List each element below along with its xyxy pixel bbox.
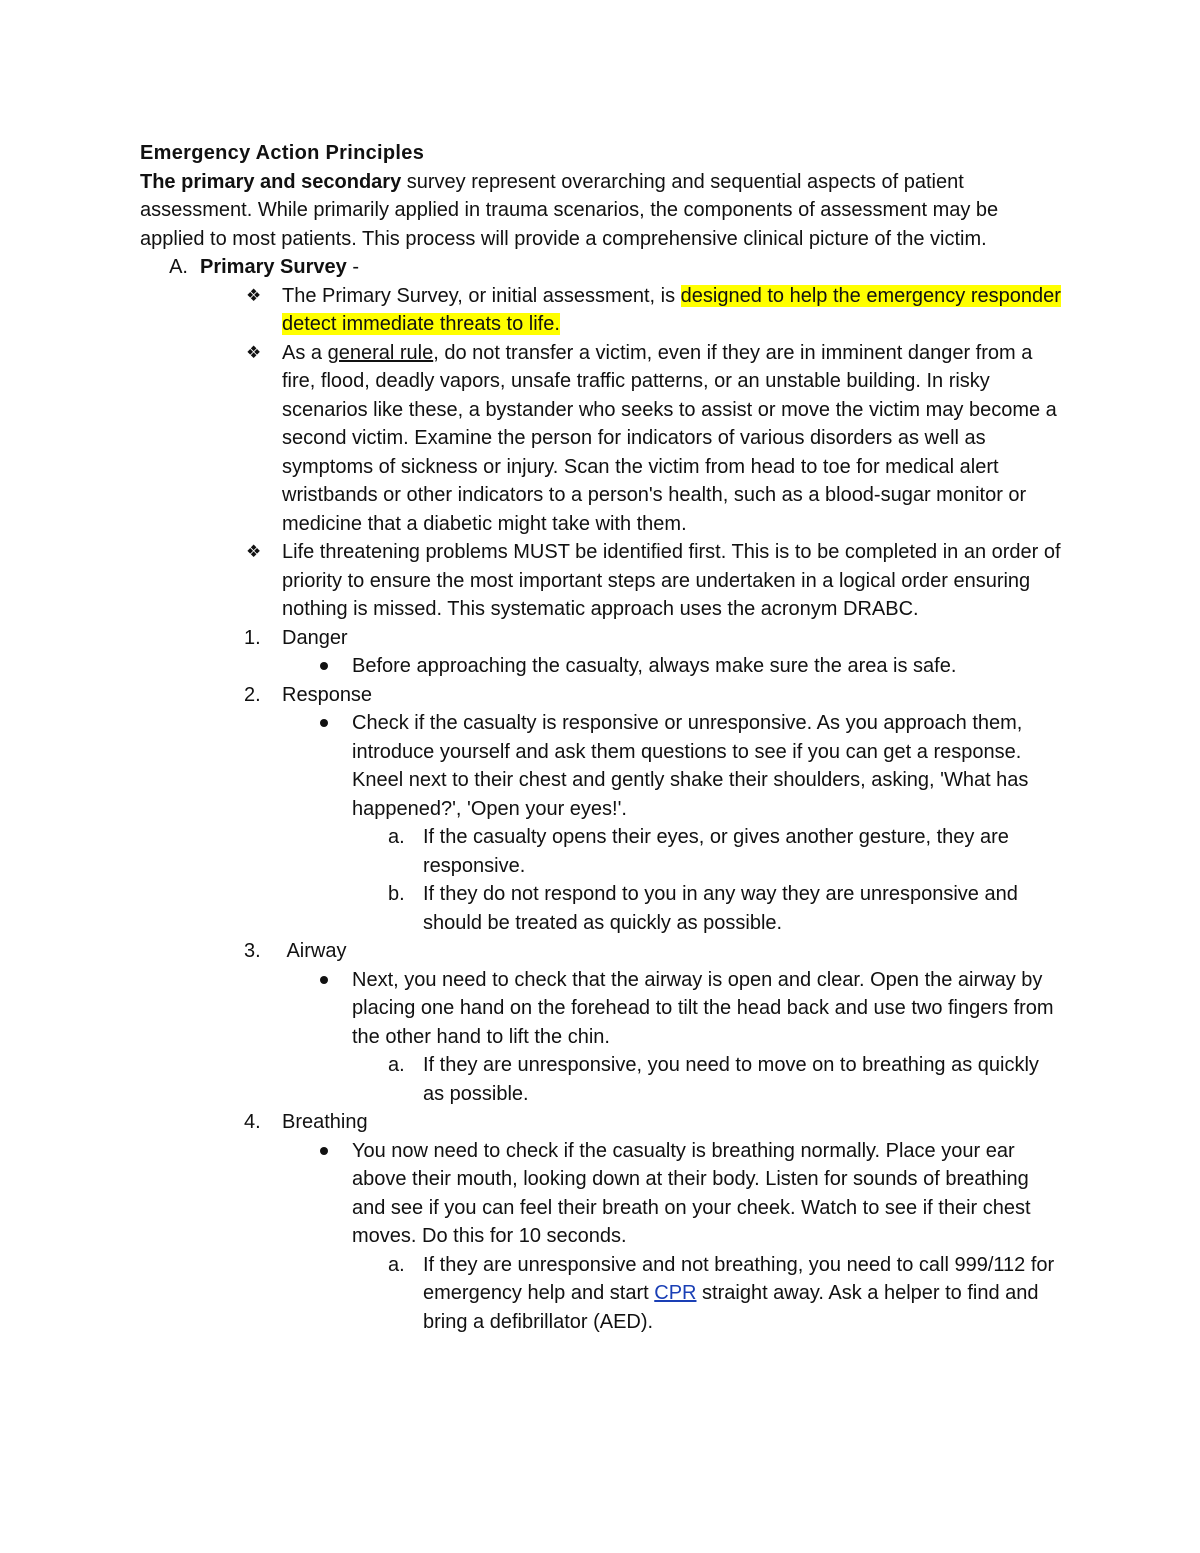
section-a-marker: A. (169, 256, 188, 278)
step-bullet-text: You now need to check if the casualty is breathing normally. Place your ear above their mouth, looking down at their body. Listen for sounds of breathing and see if you can feel their breath on your cheek. Watch to see if their chest moves. Do this for 10 seconds. (352, 1139, 1031, 1247)
sub-item-marker: b. (388, 883, 405, 905)
sub-item (388, 1251, 1062, 1337)
sub-item-marker: a. (388, 826, 405, 848)
bullet-dot-icon (318, 966, 352, 995)
intro-text: survey represent overarching and sequential aspects of patient assessment. While primarily applied in trauma scenarios, the components of assessment may be applied to most patients. This process will provide a comprehensive clinical picture of the victim. (140, 170, 999, 250)
step-number: 2. (244, 683, 261, 706)
step-bullet-text: Check if the casualty is responsive or unresponsive. As you approach them, introduce yourself and ask them questions to see if you can get a response. Kneel next to their chest and gently shake their shoulders, asking, 'What has happened?', 'Open your eyes!'. (352, 712, 1029, 820)
sub-item-text: If they do not respond to you in any way they are unresponsive and should be treated as quickly as possible. (423, 883, 1018, 934)
diamond-2-after: , do not transfer a victim, even if they are in imminent danger from a fire, flood, deadly vapors, unsafe traffic patterns, or an unstable building. In risky scenarios like these, a bystander who seeks to assist or move the victim may become a second victim. Examine the person for indicators of various disorders as well as symptoms of sickness or injury. Scan the victim from head to toe for medical alert wristbands or other indicators to a person's health, such as a blood-sugar monitor or medicine that a diabetic might take with them. (282, 341, 1057, 535)
step-bullet-text: Before approaching the casualty, always make sure the area is safe. (352, 655, 957, 677)
diamond-item (246, 282, 1062, 339)
diamond-1-highlight: designed to help the emergency responder detect immediate threats to life. (282, 284, 1061, 335)
step-number: 3. (244, 940, 261, 962)
diamond-3-text: Life threatening problems MUST be identified first. This is to be completed in an order of priority to ensure the most important steps are undertaken in a logical order ensuring nothing is missed. This systematic approach uses the acronym DRABC. (282, 541, 1061, 620)
bullet-dot-icon (318, 1137, 352, 1166)
diamond-item (246, 339, 1062, 539)
diamond-bullet-icon: ❖ (246, 542, 262, 561)
step-response (244, 681, 1062, 710)
sub-item-text-after: straight away. Ask a helper to find and bring a defibrillator (AED). (423, 1282, 1039, 1333)
diamond-bullet-icon: ❖ (246, 285, 262, 305)
diamond-item (246, 538, 1062, 624)
list-item (318, 1137, 1062, 1251)
intro-lead: The primary and secondary (140, 170, 402, 193)
sub-item-marker: a. (388, 1054, 405, 1076)
step-danger (244, 624, 1062, 653)
step-airway (244, 937, 1062, 966)
section-a-suffix: - (346, 256, 359, 278)
section-a-label: Primary Survey (200, 256, 347, 278)
intro-paragraph (140, 168, 1062, 254)
sub-item-marker: a. (388, 1253, 405, 1276)
bullet-dot-icon (318, 652, 352, 681)
section-a (140, 253, 1062, 282)
diamond-1-text: The Primary Survey, or initial assessment, is (282, 284, 681, 307)
sub-item-text: If they are unresponsive, you need to move on to breathing as quickly as possible. (423, 1054, 1039, 1105)
diamond-2-before: As a (282, 341, 328, 364)
sub-item-text: If the casualty opens their eyes, or gives another gesture, they are responsive. (423, 826, 1009, 877)
sub-item (388, 823, 1062, 880)
step-label: Breathing (282, 1111, 368, 1133)
sub-item-text-before: If they are unresponsive and not breathing, you need to call 999/112 for emergency help and start (423, 1253, 1055, 1304)
document-content (140, 139, 1062, 1336)
sub-item (388, 880, 1062, 937)
list-item (318, 652, 1062, 681)
list-item (318, 709, 1062, 823)
cpr-link[interactable]: CPR (654, 1282, 697, 1304)
document-title: Emergency Action Principles (140, 142, 425, 164)
step-label: Airway (282, 940, 347, 962)
diamond-2-underline: general rule (327, 341, 434, 364)
bullet-dot-icon (318, 709, 352, 738)
step-label: Response (282, 683, 373, 706)
step-bullet-text: Next, you need to check that the airway is open and clear. Open the airway by placing one hand on the forehead to tilt the head back and use two fingers from the other hand to lift the chin. (352, 968, 1054, 1048)
step-number: 4. (244, 1111, 261, 1133)
diamond-bullet-icon: ❖ (246, 342, 262, 362)
sub-item-text (423, 1251, 1062, 1337)
sub-item (388, 1051, 1062, 1108)
step-label: Danger (282, 626, 348, 649)
list-item (318, 966, 1062, 1052)
step-breathing (244, 1108, 1062, 1137)
step-number: 1. (244, 626, 261, 649)
